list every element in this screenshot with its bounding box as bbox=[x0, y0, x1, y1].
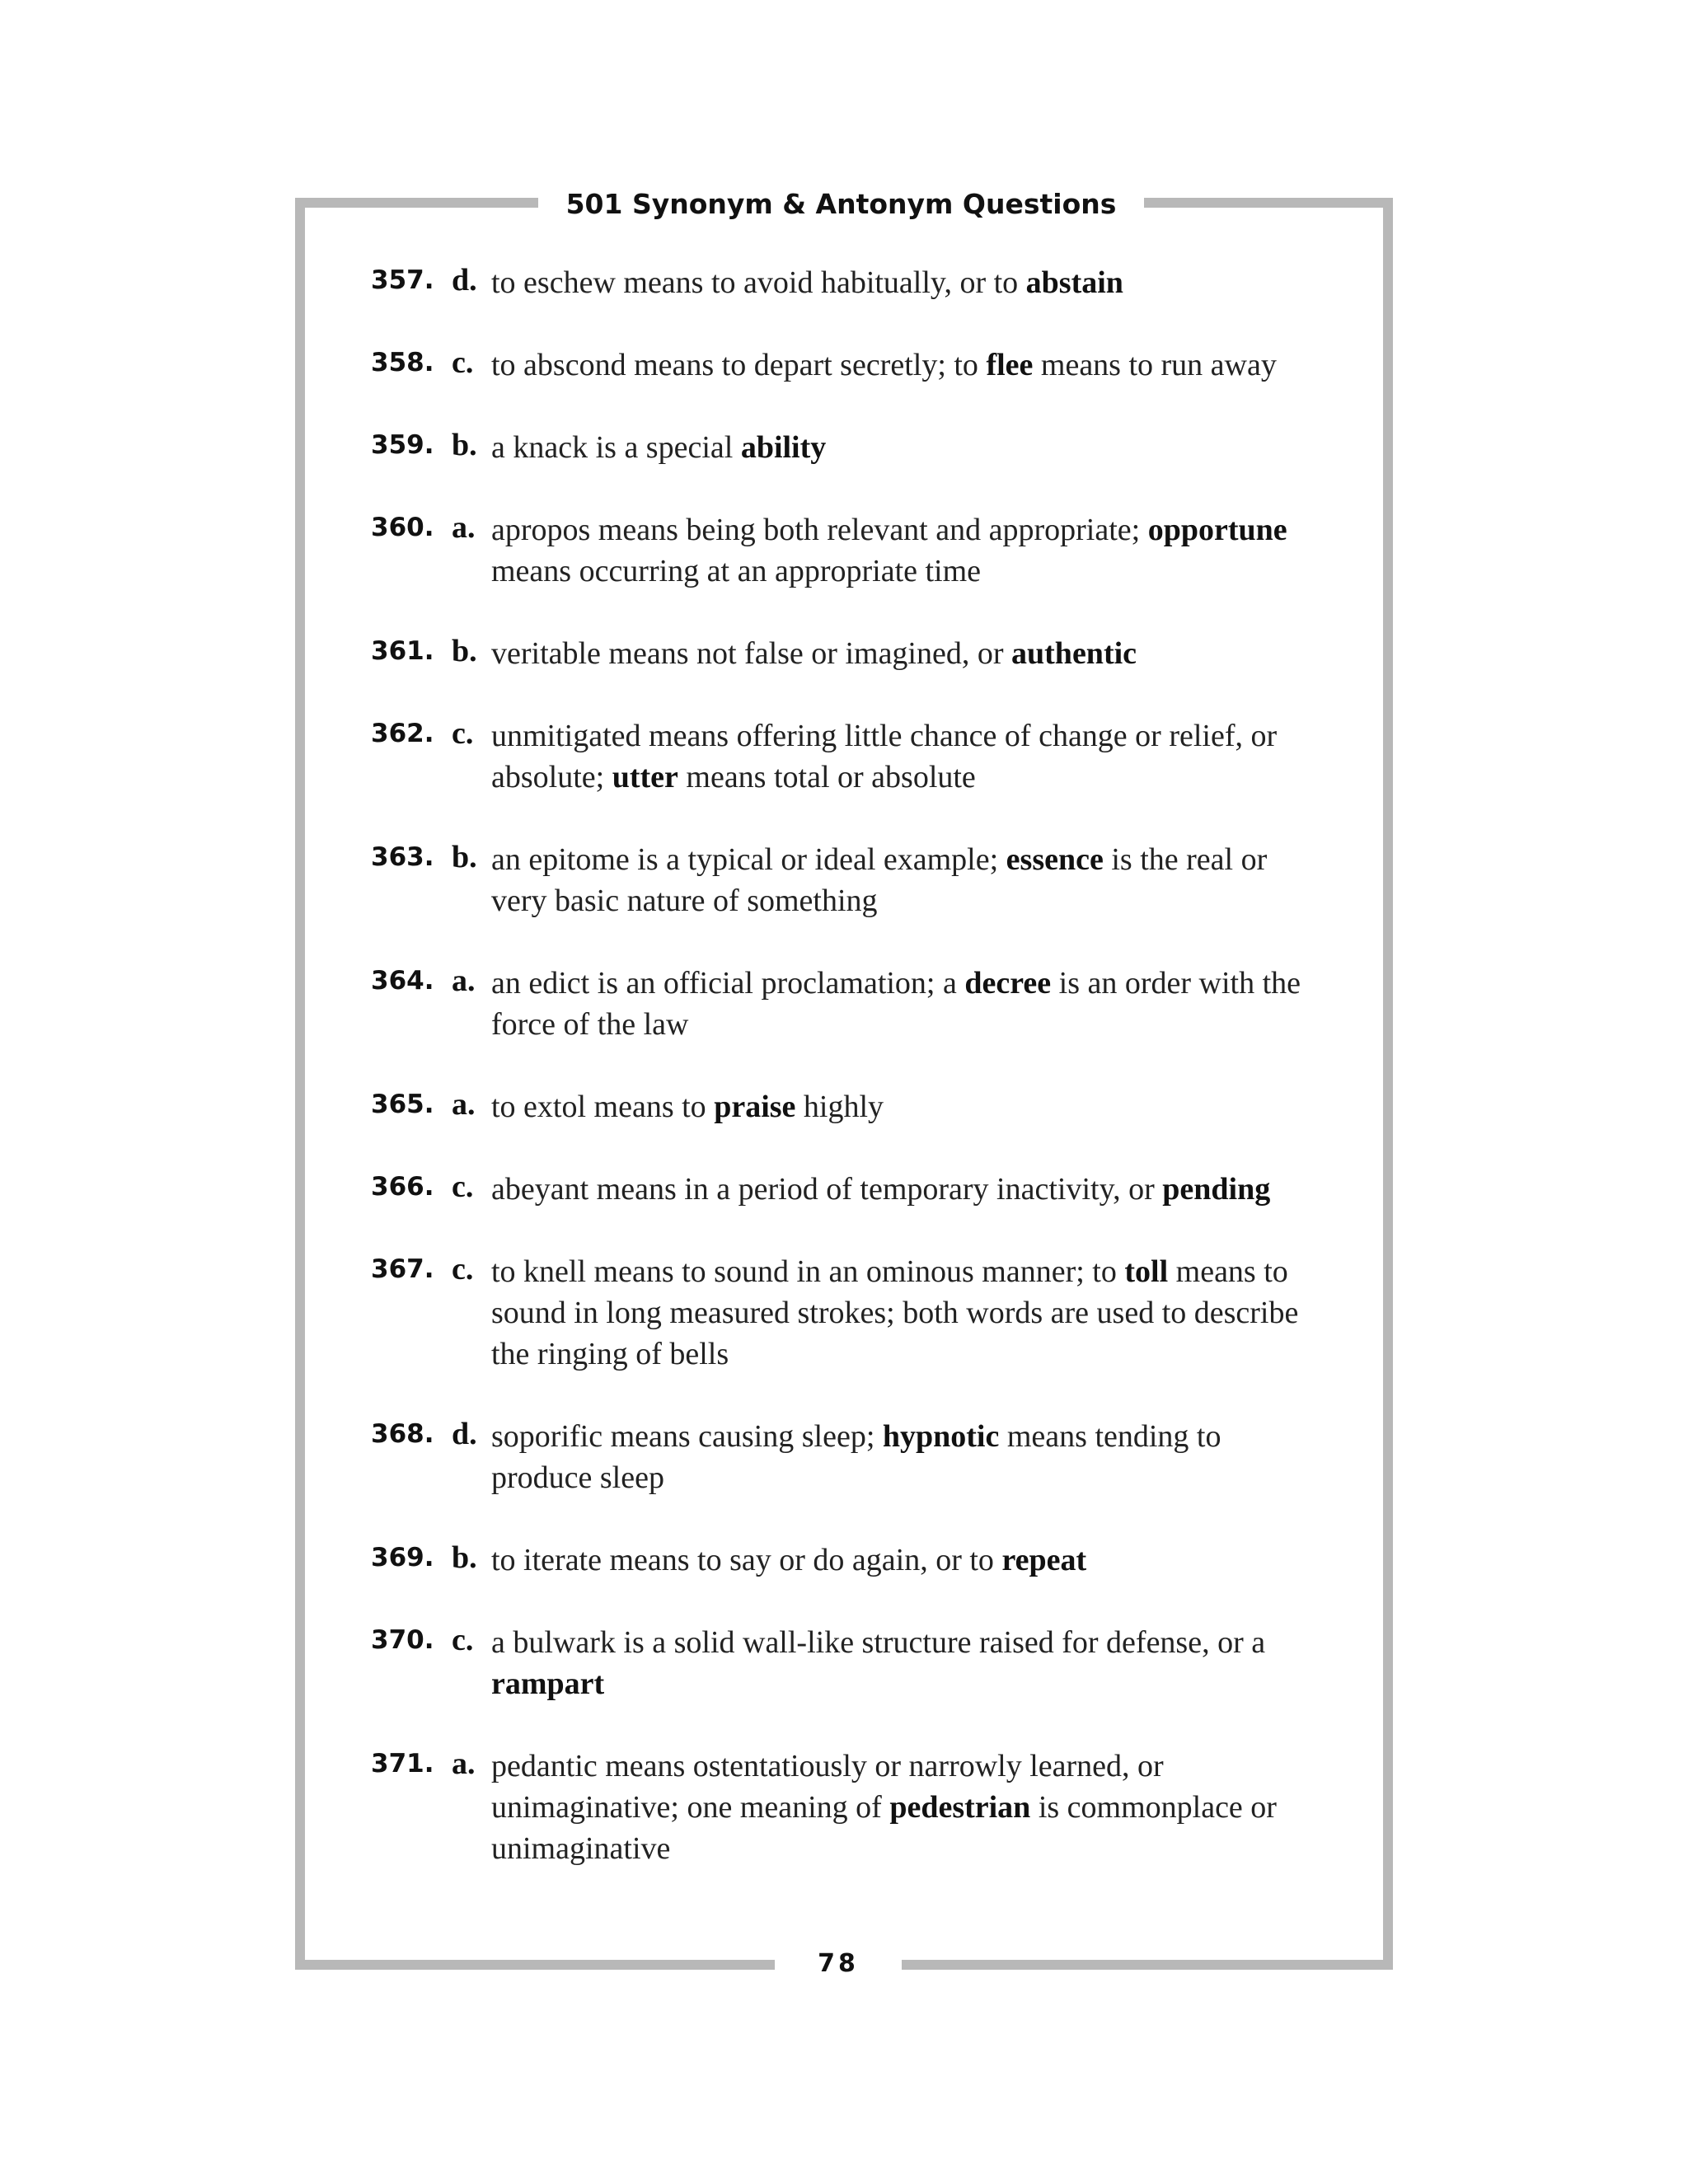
answer-keyword: flee bbox=[986, 348, 1034, 382]
answer-explanation bbox=[491, 1746, 1324, 1869]
answer-list bbox=[0, 262, 1688, 1910]
answer-explanation bbox=[491, 344, 1324, 386]
answer-letter: b. bbox=[452, 1540, 477, 1575]
explanation-text: unmitigated means offering little chance of change or relief, or absolute; bbox=[491, 719, 1278, 794]
answer-keyword: toll bbox=[1124, 1254, 1169, 1289]
answer-letter: b. bbox=[452, 840, 477, 874]
answer-explanation bbox=[491, 262, 1324, 303]
question-number: 370. bbox=[371, 1625, 434, 1655]
question-number: 358. bbox=[371, 348, 434, 377]
explanation-text: means occurring at an appropriate time bbox=[491, 554, 982, 588]
answer-letter: c. bbox=[452, 716, 474, 751]
answer-entry bbox=[0, 1251, 1688, 1416]
answer-letter: c. bbox=[452, 345, 474, 380]
explanation-text: pedantic means ostentatiously or narrowly learned, or unimaginative; one meaning of bbox=[491, 1749, 1164, 1825]
answer-explanation bbox=[491, 1169, 1324, 1210]
explanation-text: is the real or very basic nature of something bbox=[491, 842, 1268, 918]
answer-letter: d. bbox=[452, 263, 477, 298]
answer-entry bbox=[0, 344, 1688, 427]
frame-top-left-rule bbox=[295, 198, 538, 208]
answer-explanation bbox=[491, 509, 1324, 592]
question-number: 367. bbox=[371, 1254, 434, 1284]
frame-top-right-rule bbox=[1144, 198, 1393, 208]
explanation-text: to extol means to bbox=[491, 1090, 715, 1124]
answer-explanation bbox=[491, 633, 1324, 674]
question-number: 360. bbox=[371, 513, 434, 542]
explanation-text: an epitome is a typical or ideal example; bbox=[491, 842, 1006, 877]
answer-explanation bbox=[491, 963, 1324, 1045]
question-number: 371. bbox=[371, 1749, 434, 1779]
answer-keyword: essence bbox=[1006, 842, 1104, 877]
answer-keyword: utter bbox=[612, 760, 678, 794]
question-number: 364. bbox=[371, 966, 434, 996]
answer-explanation bbox=[491, 1622, 1324, 1704]
answer-entry bbox=[0, 1540, 1688, 1622]
explanation-text: to abscond means to depart secretly; to bbox=[491, 348, 987, 382]
explanation-text: means total or absolute bbox=[678, 760, 976, 794]
frame-bottom-left-rule bbox=[295, 1960, 775, 1970]
answer-letter: a. bbox=[452, 510, 476, 545]
explanation-text: means to sound in long measured strokes; both words are used to describe the ringing of bells bbox=[491, 1254, 1299, 1371]
answer-keyword: ability bbox=[740, 430, 827, 465]
answer-keyword: hypnotic bbox=[882, 1419, 1000, 1454]
answer-entry bbox=[0, 963, 1688, 1086]
answer-explanation bbox=[491, 1086, 1324, 1127]
answer-keyword: opportune bbox=[1147, 513, 1287, 547]
answer-letter: b. bbox=[452, 634, 477, 668]
answer-keyword: praise bbox=[714, 1090, 796, 1124]
explanation-text: to knell means to sound in an ominous manner; to bbox=[491, 1254, 1125, 1289]
explanation-text: an edict is an official proclamation; a bbox=[491, 966, 965, 1001]
answer-keyword: abstain bbox=[1025, 265, 1123, 300]
running-head: 501 Synonym & Antonym Questions bbox=[565, 188, 1117, 220]
explanation-text: apropos means being both relevant and appropriate; bbox=[491, 513, 1148, 547]
answer-letter: a. bbox=[452, 1746, 476, 1781]
explanation-text: to eschew means to avoid habitually, or to bbox=[491, 265, 1026, 300]
answer-entry bbox=[0, 715, 1688, 839]
answer-letter: b. bbox=[452, 428, 477, 462]
answer-keyword: pedestrian bbox=[889, 1790, 1031, 1825]
answer-entry bbox=[0, 427, 1688, 509]
explanation-text: is commonplace or unimaginative bbox=[491, 1790, 1277, 1866]
answer-entry bbox=[0, 1416, 1688, 1540]
answer-letter: c. bbox=[452, 1252, 474, 1286]
explanation-text: means to run away bbox=[1033, 348, 1277, 382]
explanation-text: abeyant means in a period of temporary inactivity, or bbox=[491, 1172, 1163, 1207]
answer-keyword: repeat bbox=[1001, 1543, 1087, 1577]
explanation-text: highly bbox=[795, 1090, 884, 1124]
answer-entry bbox=[0, 509, 1688, 633]
frame-bottom-right-rule bbox=[902, 1960, 1393, 1970]
explanation-text: to iterate means to say or do again, or to bbox=[491, 1543, 1002, 1577]
explanation-text: soporific means causing sleep; bbox=[491, 1419, 883, 1454]
question-number: 365. bbox=[371, 1090, 434, 1119]
explanation-text: means tending to produce sleep bbox=[491, 1419, 1221, 1495]
question-number: 362. bbox=[371, 719, 434, 748]
answer-entry bbox=[0, 1622, 1688, 1746]
explanation-text: a bulwark is a solid wall-like structure raised for defense, or a bbox=[491, 1625, 1266, 1660]
answer-letter: c. bbox=[452, 1169, 474, 1204]
answer-entry bbox=[0, 839, 1688, 963]
page-number: 78 bbox=[818, 1949, 859, 1978]
question-number: 369. bbox=[371, 1543, 434, 1572]
answer-letter: c. bbox=[452, 1623, 474, 1657]
answer-letter: d. bbox=[452, 1417, 477, 1451]
answer-entry bbox=[0, 1746, 1688, 1910]
answer-keyword: authentic bbox=[1011, 636, 1137, 671]
question-number: 366. bbox=[371, 1172, 434, 1202]
answer-keyword: decree bbox=[964, 966, 1052, 1001]
answer-explanation bbox=[491, 1416, 1324, 1498]
answer-entry bbox=[0, 262, 1688, 344]
explanation-text: veritable means not false or imagined, or bbox=[491, 636, 1012, 671]
question-number: 359. bbox=[371, 430, 434, 460]
question-number: 363. bbox=[371, 842, 434, 872]
question-number: 357. bbox=[371, 265, 434, 295]
question-number: 361. bbox=[371, 636, 434, 666]
answer-entry bbox=[0, 633, 1688, 715]
answer-explanation bbox=[491, 715, 1324, 798]
answer-letter: a. bbox=[452, 1087, 476, 1122]
answer-letter: a. bbox=[452, 963, 476, 998]
answer-explanation bbox=[491, 839, 1324, 921]
answer-keyword: rampart bbox=[491, 1666, 605, 1701]
answer-keyword: pending bbox=[1162, 1172, 1271, 1207]
question-number: 368. bbox=[371, 1419, 434, 1449]
answer-explanation bbox=[491, 427, 1324, 468]
answer-entry bbox=[0, 1169, 1688, 1251]
answer-explanation bbox=[491, 1540, 1324, 1581]
explanation-text: is an order with the force of the law bbox=[491, 966, 1301, 1042]
answer-explanation bbox=[491, 1251, 1324, 1375]
explanation-text: a knack is a special bbox=[491, 430, 741, 465]
answer-entry bbox=[0, 1086, 1688, 1169]
